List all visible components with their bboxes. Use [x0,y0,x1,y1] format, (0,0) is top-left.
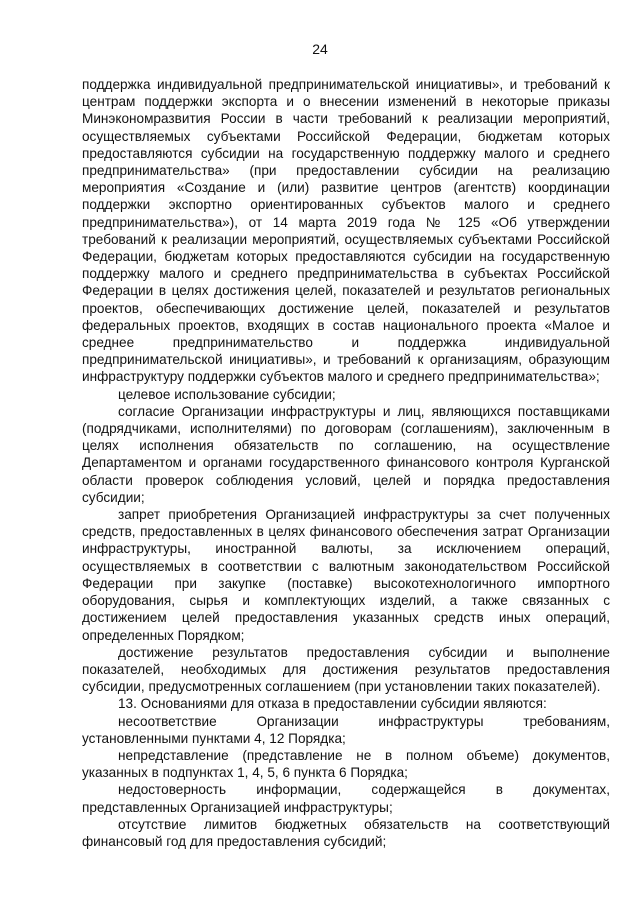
paragraph-10: отсутствие лимитов бюджетных обязательств на соответствующий финансовый год для предоставления субсидий; [82,816,610,849]
paragraph-5: достижение результатов предоставления субсидии и выполнение показателей, необходимых для достижения результатов предоставления субсидии, предусмотренных соглашением (при установлении таких показателей). [82,644,610,695]
document-body [82,76,610,850]
page-number: 24 [312,41,328,57]
paragraph-3: согласие Организации инфраструктуры и лиц, являющихся поставщиками (подрядчиками, исполнителями) по договорам (соглашениям), заключенным в целях исполнения обязательств по соглашению, на осуществление Департаментом и органами государственного финансового контроля Курганской области проверок соблюдения условий, целей и порядка предоставления субсидии; [82,403,610,505]
paragraph-4: запрет приобретения Организацией инфраструктуры за счет полученных средств, предоставленных в целях финансового обеспечения затрат Организации инфраструктуры, иностранной валюты, за исключением операций, осуществляемых в соответствии с валютным законодательством Российской Федерации при закупке (поставке) высокотехнологичного импортного оборудования, сырья и комплектующих изделий, а также связанных с достижением целей предоставления указанных средств иных операций, определенных Порядком; [82,507,610,643]
paragraph-2: целевое использование субсидии; [118,386,336,402]
paragraph-8: непредставление (представление не в полном объеме) документов, указанных в подпунктах 1, 4, 5, 6 пункта 6 Порядка; [82,747,610,781]
paragraph-1: поддержка индивидуальной предпринимательской инициативы», и требований к центрам поддержки экспорта и о внесении изменений в некоторые приказы Минэкономразвития России в части требований к реализации мероприятий, осуществляемых субъектами Российской Федерации, бюджетам которых предоставляются субсидии на государственную поддержку малого и среднего предпринимательства» (при предоставлении субсидии на реализацию мероприятия «Создание и (или) развитие центров (агентств) координации поддержки экспортно ориентированных субъектов малого и среднего предпринимательства»), от 14 марта 2019 года № 125 «Об утверждении требований к реализации мероприятий, осуществляемых субъектами Российской Федерации, бюджетам которых предоставляются субсидии на государственную поддержку малого и среднего предпринимательства в субъектах Российской Федерации в целях достижения целей, показателей и результатов региональных проектов, обеспечивающих достижение целей, показателей и результатов федеральных проектов, входящих в состав национального проекта «Малое и среднее предпринимательство и поддержка индивидуальной предпринимательской инициативы», и требований к организациям, образующим инфраструктуру поддержки субъектов малого и среднего предпринимательства»; [82,77,610,385]
paragraph-6: 13. Основаниями для отказа в предоставлении субсидии являются: [118,696,547,712]
paragraph-7: несоответствие Организации инфраструктуры требованиям, установленными пунктами 4, 12 Порядка; [82,713,610,746]
paragraph-9: недостоверность информации, содержащейся в документах, представленных Организацией инфраструктуры; [82,782,610,815]
